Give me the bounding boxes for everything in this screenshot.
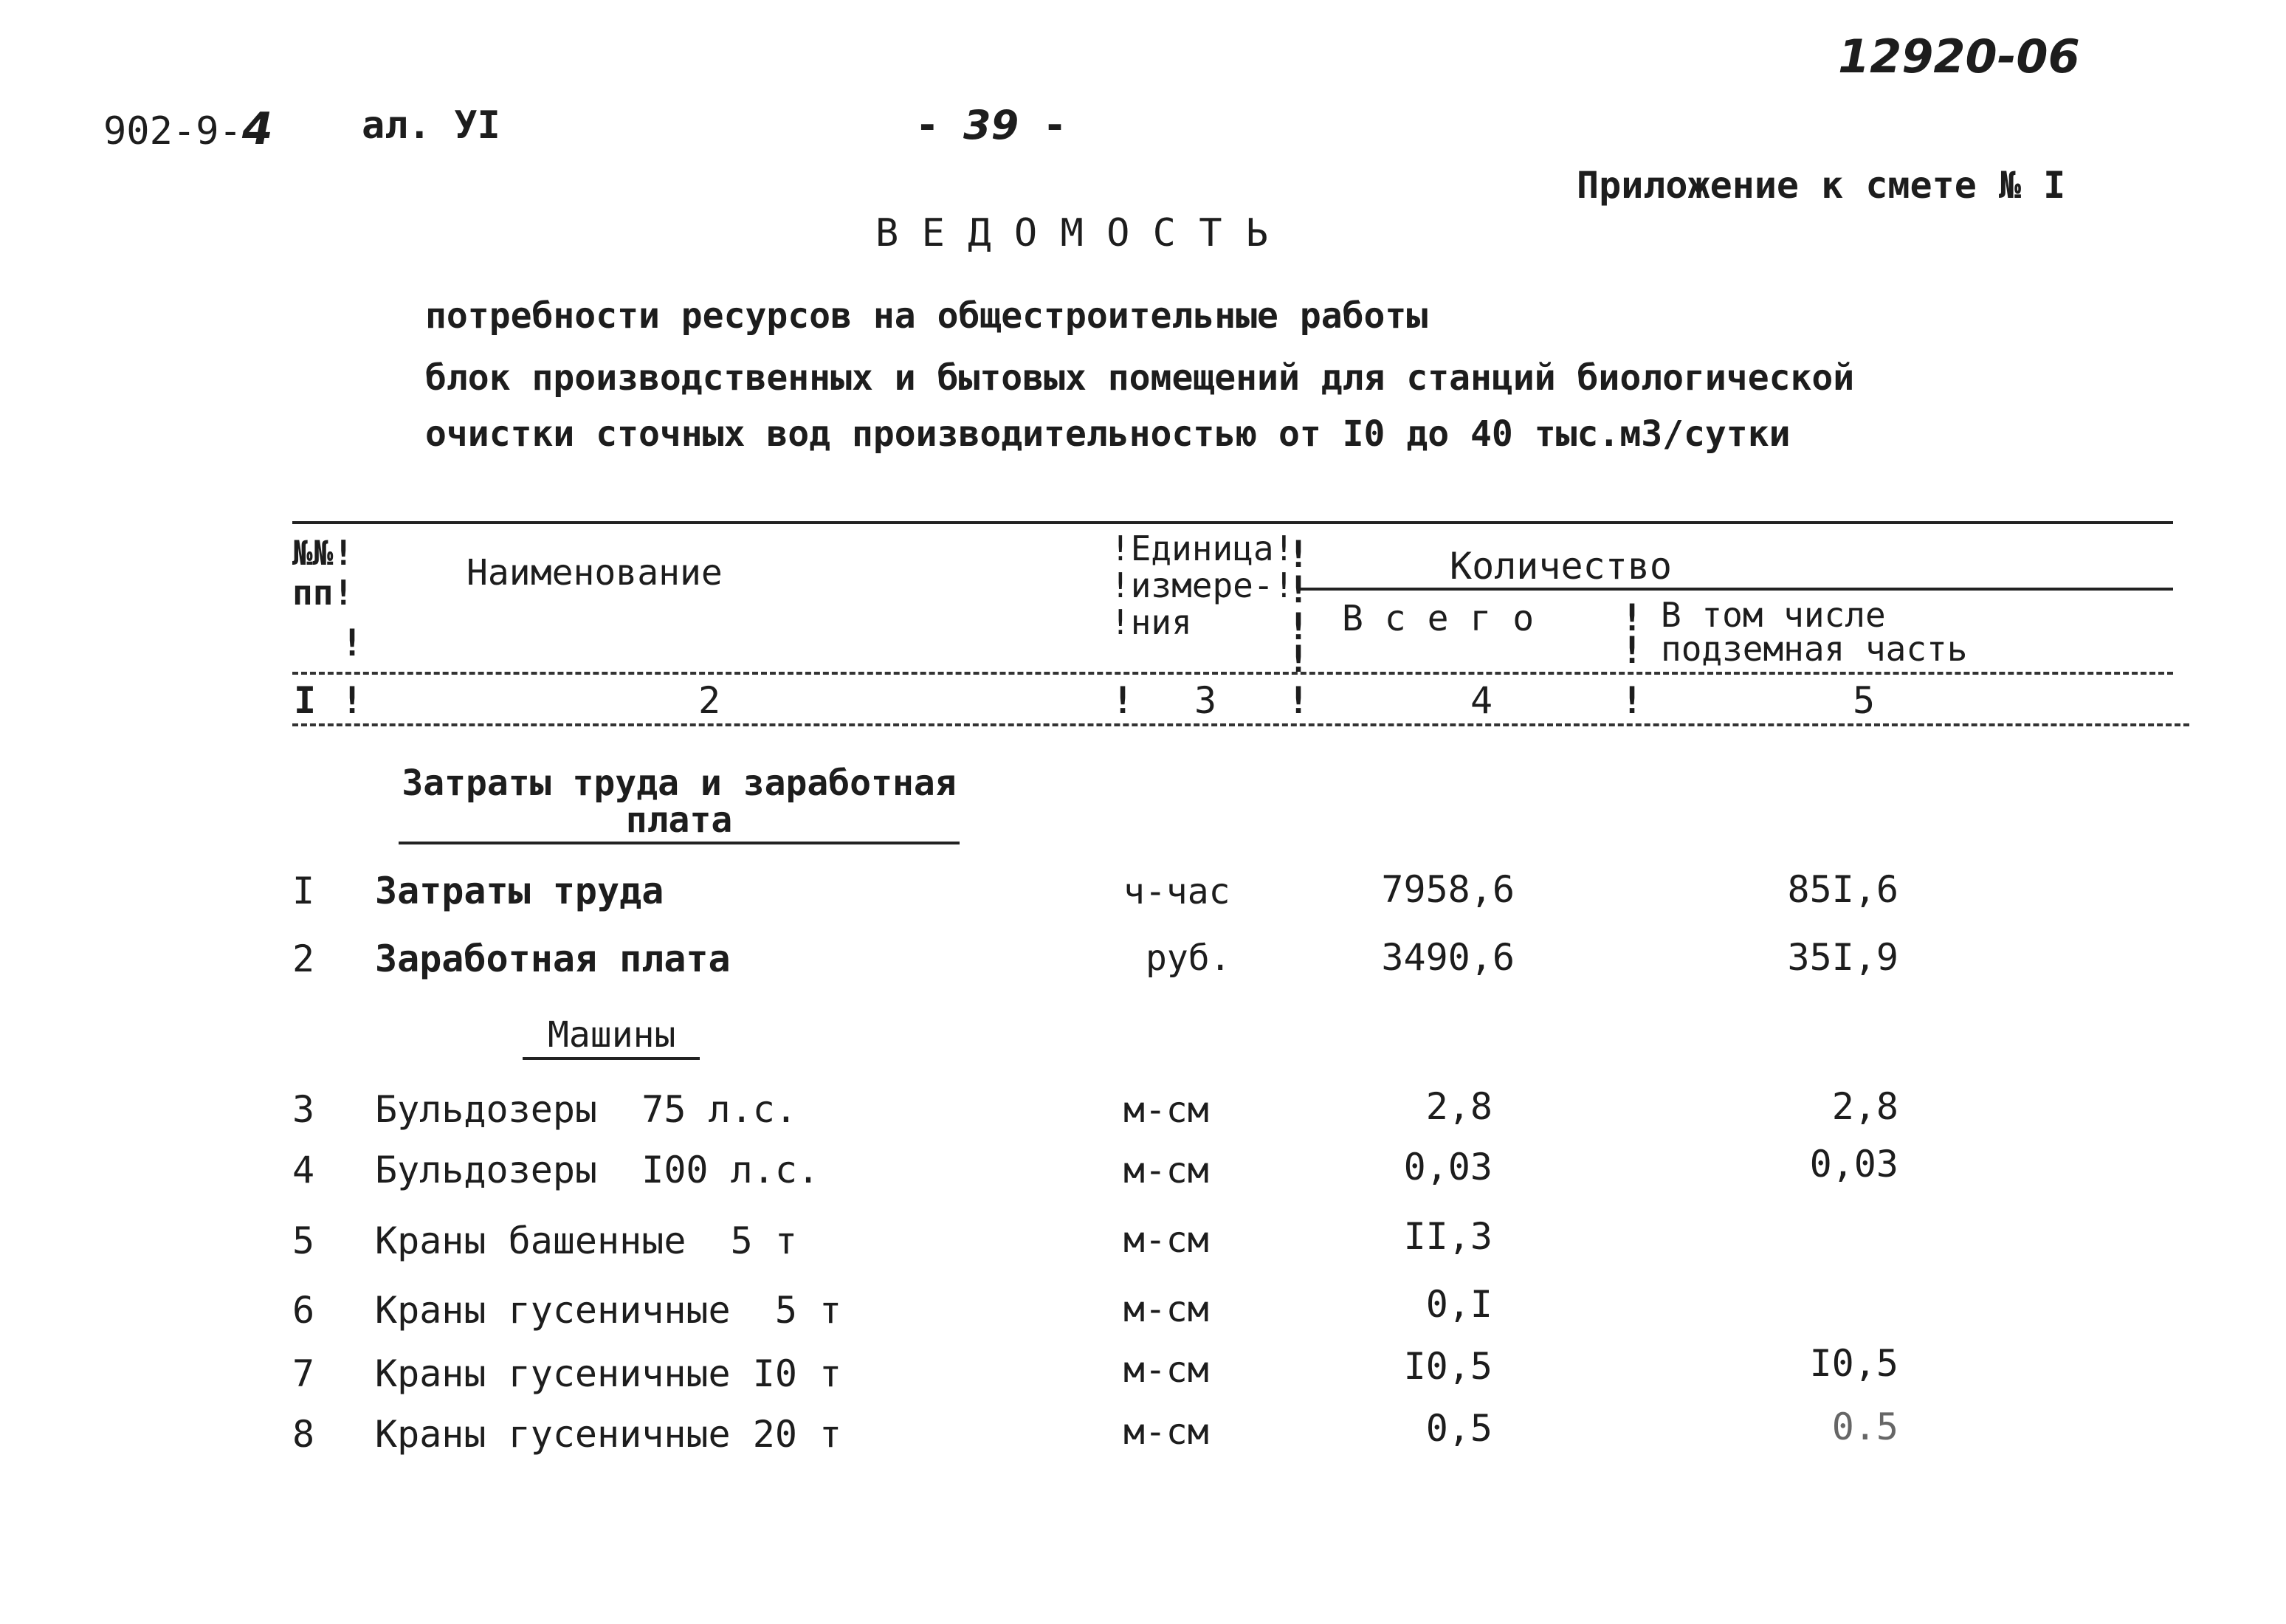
- row-name: Затраты труда: [375, 870, 664, 912]
- section-machines-heading: Машины: [548, 1014, 676, 1056]
- row-unit: м-см: [1123, 1150, 1209, 1191]
- row-number: 5: [292, 1219, 315, 1262]
- row-unit: м-см: [1123, 1090, 1209, 1131]
- row-name: Бульдозеры I00 л.с.: [375, 1149, 820, 1191]
- document-code: 12920-06: [1838, 30, 2080, 83]
- row-number: I: [292, 870, 315, 912]
- row-total: II,3: [1403, 1215, 1493, 1258]
- row-name: Краны гусеничные 20 т: [375, 1413, 842, 1456]
- row-total: 0,03: [1403, 1146, 1493, 1188]
- row-number: 3: [292, 1088, 315, 1131]
- separator-mark: !: [1287, 638, 1310, 681]
- row-number: 7: [292, 1352, 315, 1395]
- separator-mark: !: [1287, 533, 1310, 576]
- appendix-label: Приложение к смете № I: [1577, 164, 2066, 207]
- separator-mark: !: [1621, 596, 1644, 639]
- separator-mark: !: [1621, 679, 1644, 722]
- column-total-label: В с е г о: [1342, 598, 1535, 639]
- header-dashed-rule: [292, 672, 2173, 675]
- row-name: Заработная плата: [375, 937, 731, 980]
- column-underground-label: В том числе подземная часть: [1661, 595, 1968, 669]
- row-name: Краны гусеничные 5 т: [375, 1289, 842, 1332]
- row-number: 2: [292, 937, 315, 980]
- index-col-4: 4: [1470, 679, 1493, 722]
- row-total: 0,I: [1425, 1283, 1493, 1326]
- index-col-5: 5: [1853, 679, 1876, 722]
- row-total: 0,5: [1425, 1407, 1493, 1450]
- separator-mark: !: [1112, 679, 1135, 722]
- section-machines-underline: [523, 1057, 700, 1060]
- row-unit: м-см: [1123, 1219, 1209, 1261]
- section-labor-underline: [399, 842, 960, 844]
- row-total: 7958,6: [1381, 868, 1515, 911]
- separator-mark: !: [1287, 568, 1310, 611]
- separator-mark: !: [1287, 605, 1310, 648]
- row-name: Краны гусеничные I0 т: [375, 1352, 842, 1395]
- row-number: 8: [292, 1413, 315, 1456]
- index-col-1: I: [294, 679, 317, 722]
- column-number-label: №№! пп!: [292, 533, 354, 613]
- row-unit: руб.: [1146, 937, 1231, 979]
- subtitle-line-2: блок производственных и бытовых помещений для станций биологической: [425, 357, 1855, 399]
- project-prefix: 902-9-: [103, 109, 242, 154]
- page-number: - 39 -: [915, 102, 1067, 148]
- column-unit-label: !Единица! !измере-! !ния: [1110, 529, 1295, 642]
- separator-mark: !: [341, 679, 364, 722]
- index-dashed-rule: [292, 723, 2189, 726]
- row-unit: м-см: [1123, 1349, 1209, 1391]
- project-suffix: 4: [241, 103, 273, 155]
- row-underground: 0.5: [1831, 1405, 1898, 1448]
- separator-mark: !: [1621, 629, 1644, 672]
- document-heading: В Е Д О М О С Т Ь: [875, 211, 1269, 255]
- row-underground: 35I,9: [1787, 936, 1898, 979]
- album-label: ал. УI: [362, 103, 500, 148]
- row-number: 6: [292, 1289, 315, 1332]
- project-number: [103, 103, 273, 155]
- subtitle-line-1: потребности ресурсов на общестроительные работы: [425, 295, 1428, 337]
- row-underground: 85I,6: [1787, 868, 1898, 911]
- table-top-rule: [292, 521, 2173, 524]
- row-underground: 2,8: [1831, 1085, 1898, 1128]
- row-unit: м-см: [1123, 1411, 1209, 1453]
- row-total: 3490,6: [1381, 936, 1515, 979]
- subtitle-line-3: очистки сточных вод производительностью от I0 до 40 тыс.м3/сутки: [425, 413, 1791, 455]
- row-unit: м-см: [1123, 1289, 1209, 1330]
- row-name: Бульдозеры 75 л.с.: [375, 1088, 797, 1131]
- column-quantity-label: Количество: [1450, 545, 1673, 588]
- section-labor-heading: Затраты труда и заработная плата: [402, 763, 957, 841]
- column-name-label: Наименование: [467, 552, 723, 593]
- row-underground: 0,03: [1809, 1143, 1898, 1186]
- separator-mark: !: [1287, 679, 1310, 722]
- row-name: Краны башенные 5 т: [375, 1219, 797, 1262]
- index-col-3: 3: [1194, 679, 1217, 722]
- row-total: 2,8: [1425, 1085, 1493, 1128]
- separator-mark: !: [341, 622, 364, 664]
- row-total: I0,5: [1403, 1345, 1493, 1388]
- row-number: 4: [292, 1149, 315, 1191]
- index-col-2: 2: [698, 679, 721, 722]
- row-underground: I0,5: [1809, 1342, 1898, 1385]
- row-unit: ч-час: [1123, 871, 1230, 912]
- quantity-group-rule: [1299, 588, 2173, 591]
